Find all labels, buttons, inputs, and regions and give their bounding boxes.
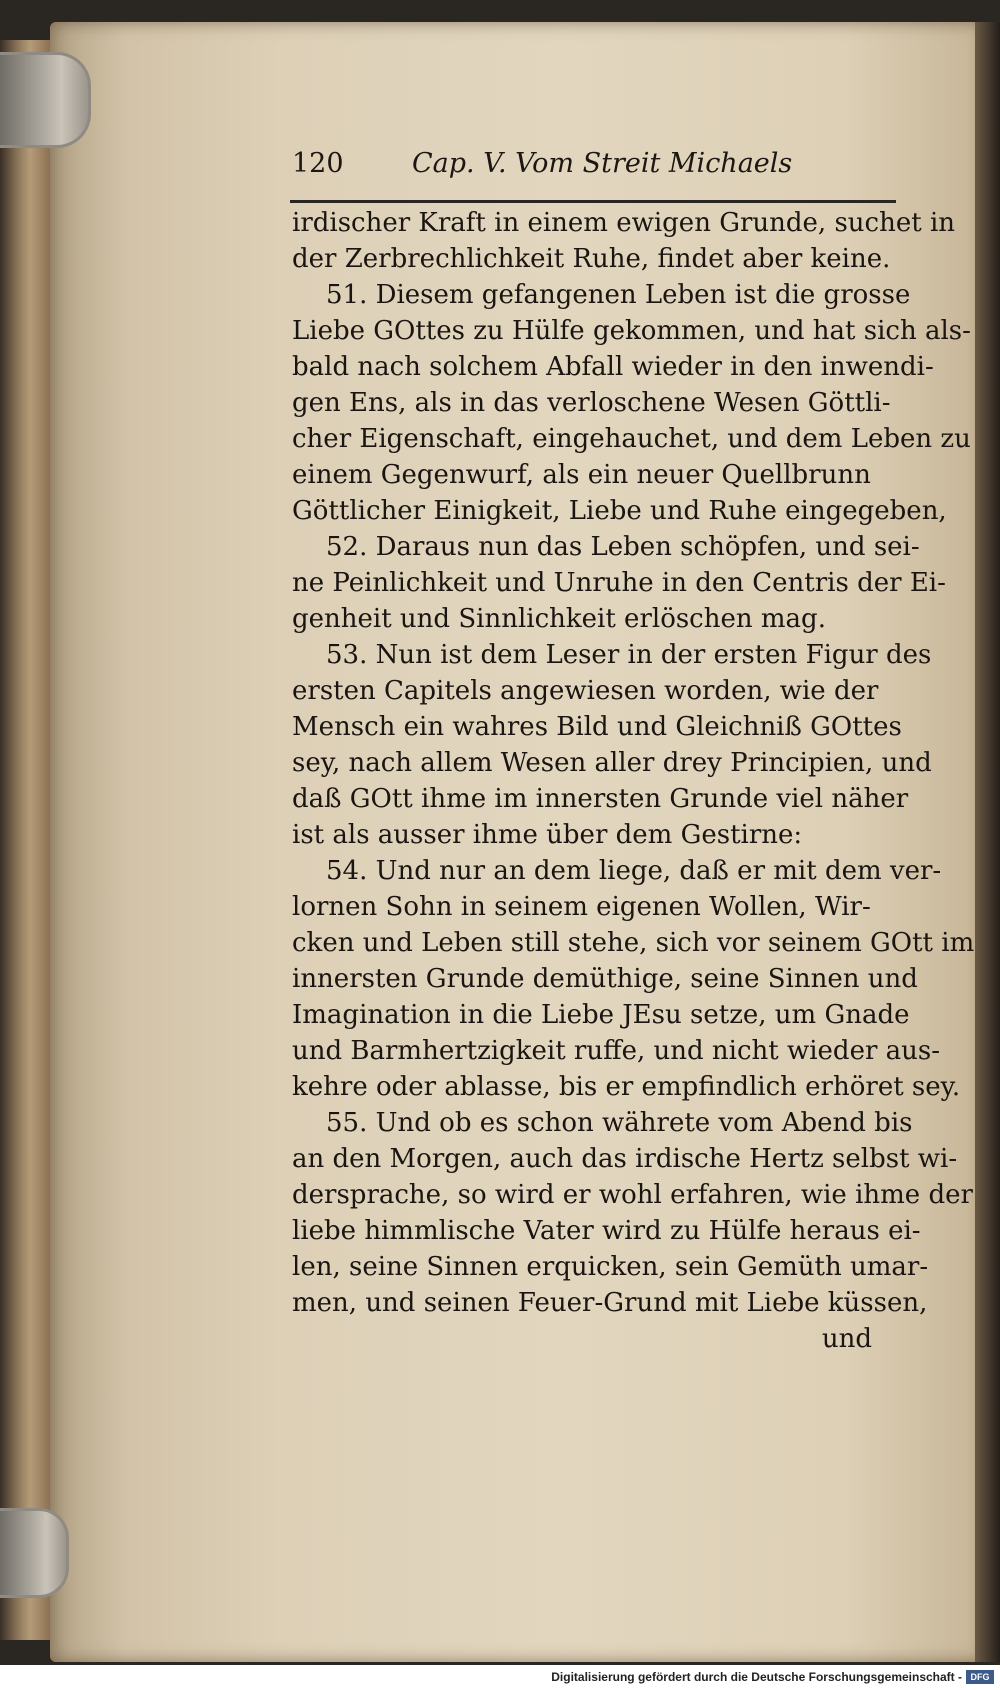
page-right-edge (975, 22, 1000, 1662)
text-line: cher Eigenschaft, eingehauchet, und dem Leben zu (292, 424, 971, 454)
text-line: einem Gegenwurf, als ein neuer Quellbrunn (292, 460, 871, 490)
text-line: bald nach solchem Abfall wieder in den inwendi- (292, 352, 934, 382)
text-line: ne Peinlichkeit und Unruhe in den Centris der Ei- (292, 568, 946, 598)
text-line: Göttlicher Einigkeit, Liebe und Ruhe eingegeben, (292, 496, 947, 526)
text-line: daß GOtt ihme im innersten Grunde viel näher (292, 784, 909, 814)
text-line: dersprache, so wird er wohl erfahren, wie ihme der (292, 1180, 973, 1210)
text-line: kehre oder ablasse, bis er empfindlich erhöret sey. (292, 1072, 961, 1102)
text-line: liebe himmlische Vater wird zu Hülfe heraus ei- (292, 1216, 921, 1246)
text-line: ist als ausser ihme über dem Gestirne: (292, 820, 803, 850)
dfg-logo: DFG (966, 1670, 994, 1684)
text-line: 51. Diesem gefangenen Leben ist die grosse (326, 280, 911, 310)
text-line: 52. Daraus nun das Leben schöpfen, und sei- (326, 532, 920, 562)
text-line: Liebe GOttes zu Hülfe gekommen, und hat sich als- (292, 316, 971, 346)
catchword: und (821, 1324, 872, 1354)
funding-credit: Digitalisierung gefördert durch die Deutsche Forschungsgemeinschaft - (551, 1670, 962, 1684)
text-line: innersten Grunde demüthige, seine Sinnen und (292, 964, 918, 994)
bottom-clip (0, 1508, 69, 1598)
book-spine-edge (0, 40, 50, 1640)
text-line: sey, nach allem Wesen aller drey Principien, und (292, 748, 932, 778)
page-header (292, 140, 892, 188)
text-line: Mensch ein wahres Bild und Gleichniß GOttes (292, 712, 902, 742)
text-line: 55. Und ob es schon währete vom Abend bis (326, 1108, 913, 1138)
text-line: an den Morgen, auch das irdische Hertz selbst wi- (292, 1144, 958, 1174)
top-clip (0, 52, 91, 148)
text-line: men, und seinen Feuer-Grund mit Liebe küssen, (292, 1288, 928, 1318)
text-line: der Zerbrechlichkeit Ruhe, findet aber keine. (292, 244, 891, 274)
running-title: Cap. V. Vom Streit Michaels (412, 148, 793, 179)
page-number: 120 (292, 148, 344, 179)
text-line: 53. Nun ist dem Leser in der ersten Figur des (326, 640, 932, 670)
text-line: gen Ens, als in das verloschene Wesen Göttli- (292, 388, 891, 418)
text-line: genheit und Sinnlichkeit erlöschen mag. (292, 604, 826, 634)
text-line: len, seine Sinnen erquicken, sein Gemüth umar- (292, 1252, 929, 1282)
text-line: irdischer Kraft in einem ewigen Grunde, suchet in (292, 208, 955, 238)
body-text (292, 205, 975, 1357)
text-line: cken und Leben still stehe, sich vor seinem GOtt im (292, 928, 975, 958)
text-line: ersten Capitels angewiesen worden, wie der (292, 676, 879, 706)
header-rule (290, 200, 896, 203)
text-line: und Barmhertzigkeit ruffe, und nicht wieder aus- (292, 1036, 941, 1066)
text-line: Imagination in die Liebe JEsu setze, um Gnade (292, 1000, 910, 1030)
text-line: lornen Sohn in seinem eigenen Wollen, Wir- (292, 892, 871, 922)
text-line: 54. Und nur an dem liege, daß er mit dem ver- (326, 856, 942, 886)
digitization-footer (0, 1665, 1000, 1690)
